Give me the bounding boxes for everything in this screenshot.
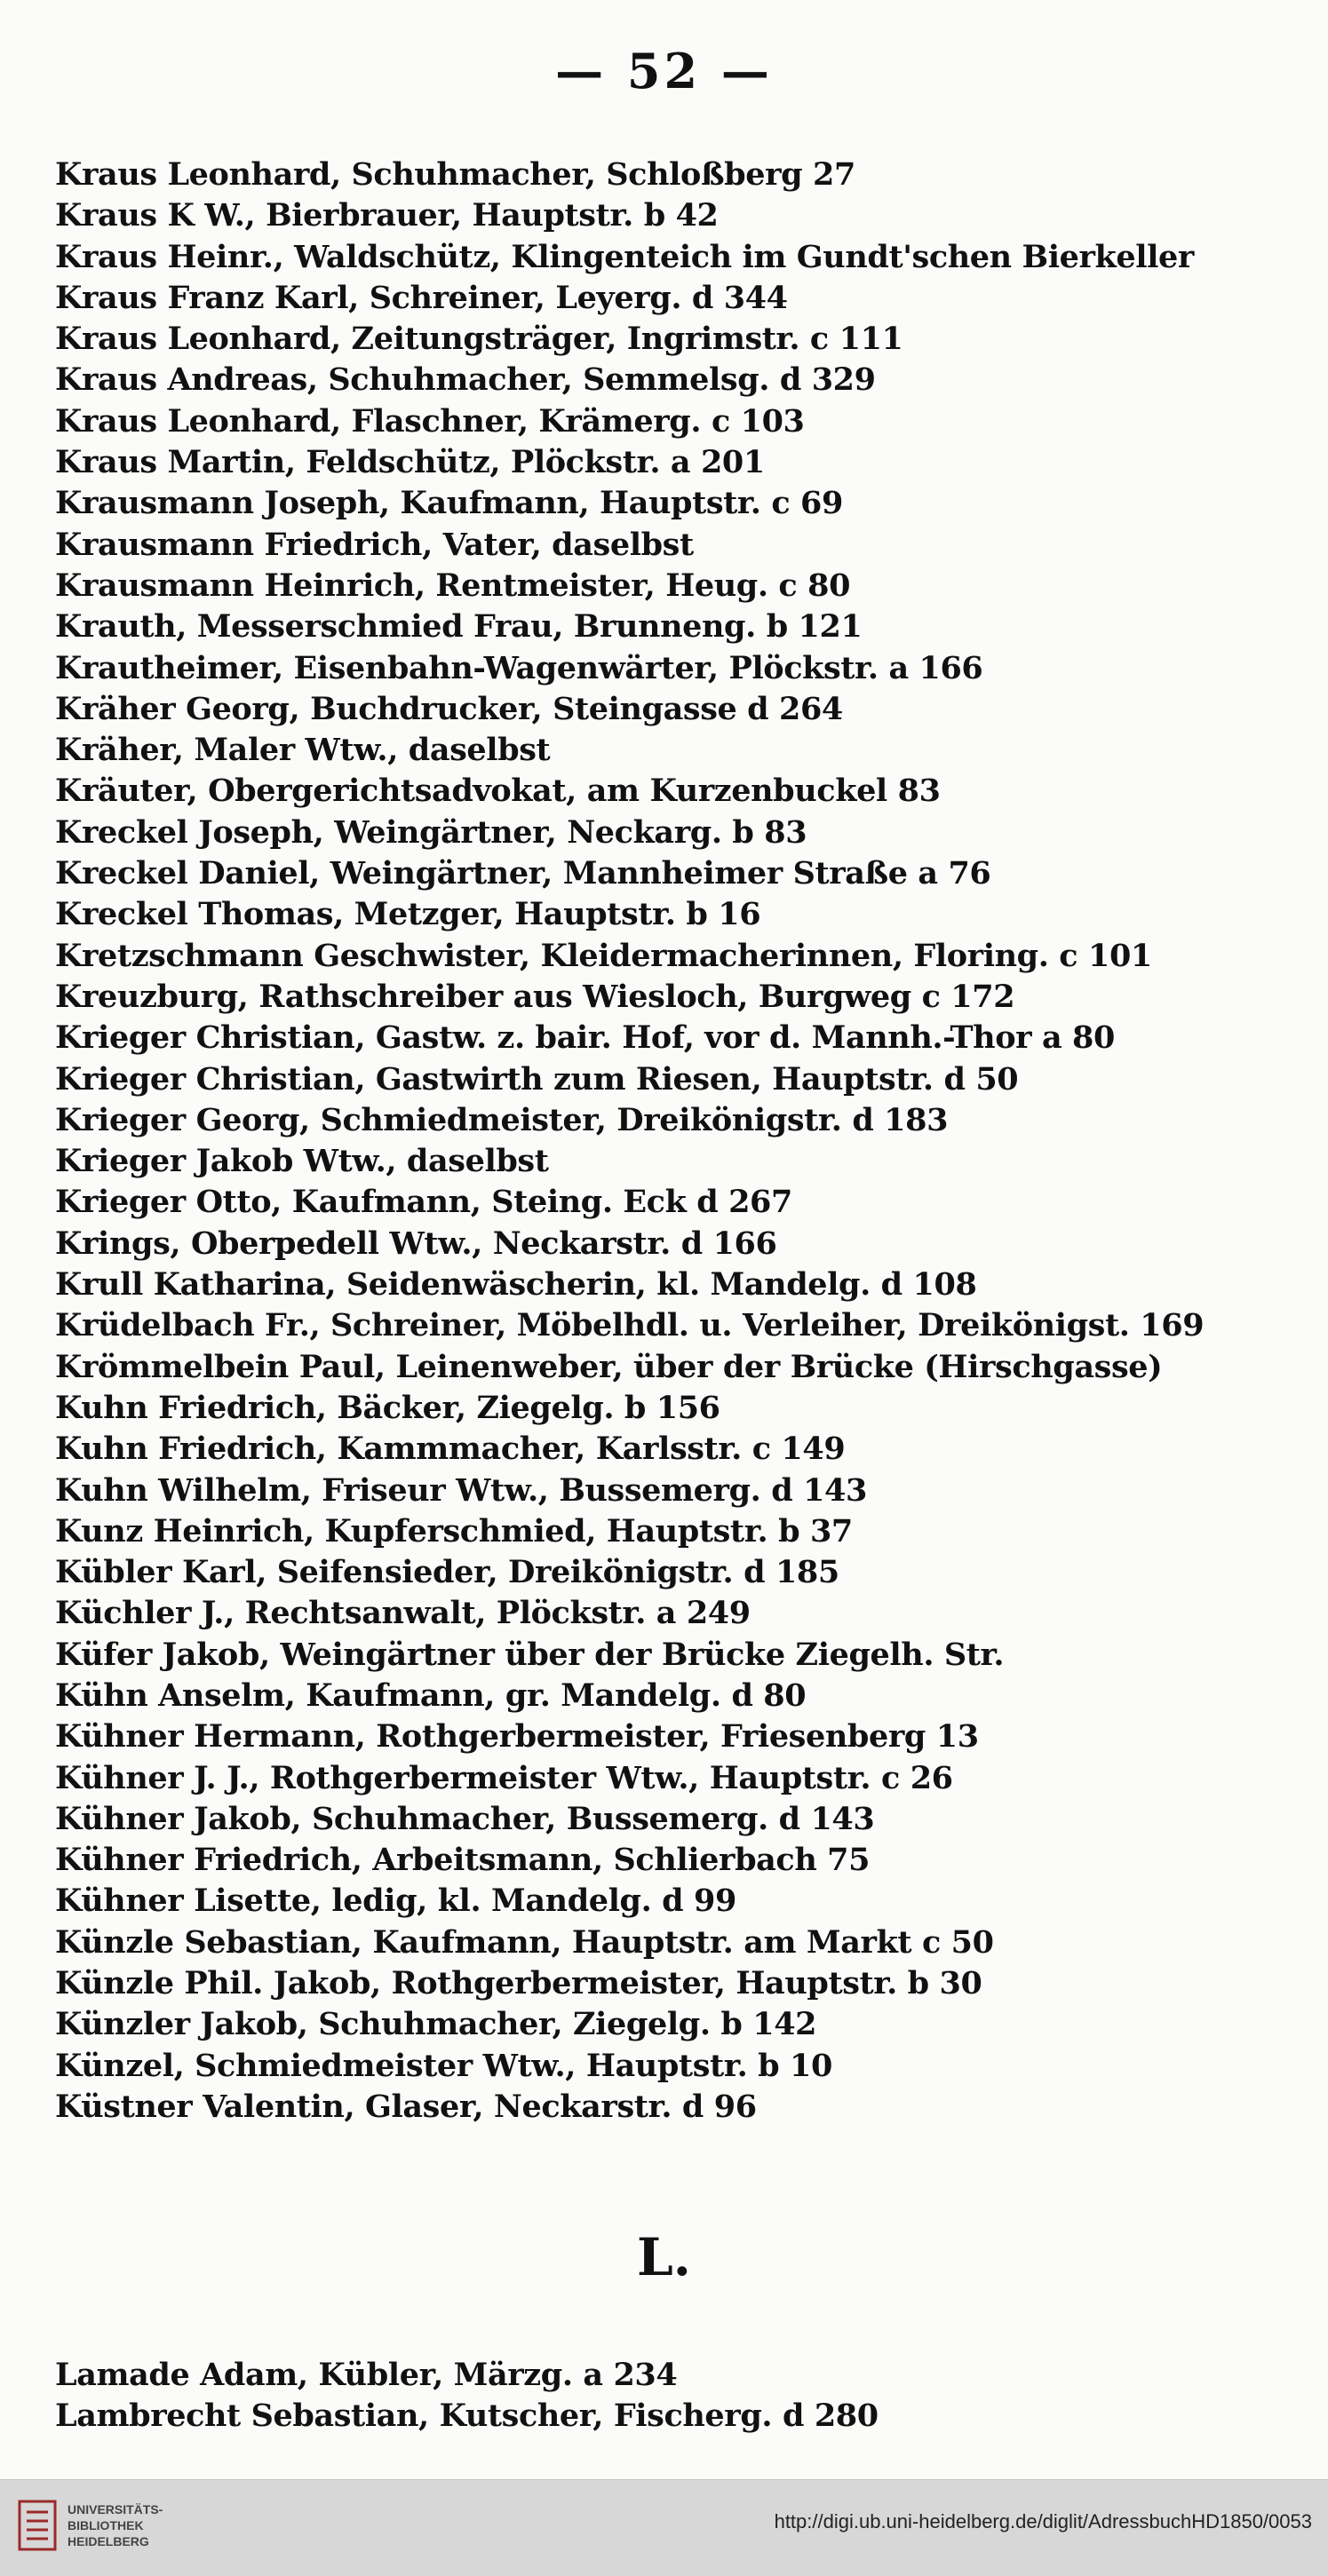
directory-entry: Küfer Jakob, Weingärtner über der Brücke Ziegelh. Str. <box>55 1636 1005 1673</box>
page-number: — 52 — <box>555 43 773 99</box>
directory-entry: Krausmann Joseph, Kaufmann, Hauptstr. c 69 <box>55 485 843 522</box>
entries-k-list <box>55 155 1299 2128</box>
directory-entry: Kreckel Daniel, Weingärtner, Mannheimer Straße a 76 <box>55 855 991 892</box>
directory-entry: Künzel, Schmiedmeister Wtw., Hauptstr. b 10 <box>55 2047 832 2084</box>
library-name-line-2: BIBLIOTHEK <box>68 2518 144 2532</box>
directory-entry: Krautheimer, Eisenbahn-Wagenwärter, Plöckstr. a 166 <box>55 649 983 686</box>
directory-entry: Kräuter, Obergerichtsadvokat, am Kurzenbuckel 83 <box>55 773 941 810</box>
directory-entry: Kühner Jakob, Schuhmacher, Bussemerg. d 143 <box>55 1800 875 1837</box>
directory-entry: Kraus Leonhard, Schuhmacher, Schloßberg 27 <box>55 156 855 193</box>
directory-entry: Kretzschmann Geschwister, Kleidermacherinnen, Floring. c 101 <box>55 937 1152 974</box>
directory-entry: Kreuzburg, Rathschreiber aus Wiesloch, Burgweg c 172 <box>55 978 1015 1015</box>
directory-entry: Krausmann Friedrich, Vater, daselbst <box>55 526 694 563</box>
directory-entry: Kreckel Joseph, Weingärtner, Neckarg. b 83 <box>55 813 807 851</box>
directory-entry: Kübler Karl, Seifensieder, Dreikönigstr. d 185 <box>55 1554 839 1591</box>
directory-entry: Kraus Martin, Feldschütz, Plöckstr. a 201 <box>55 444 765 481</box>
directory-entry: Krieger Georg, Schmiedmeister, Dreikönigstr. d 183 <box>55 1101 949 1138</box>
directory-entry: Kraus Leonhard, Zeitungsträger, Ingrimstr. c 111 <box>55 321 903 358</box>
library-name <box>68 2501 163 2549</box>
directory-entry: Kühner Hermann, Rothgerbermeister, Friesenberg 13 <box>55 1718 979 1756</box>
directory-entry: Kuhn Friedrich, Kammmacher, Karlsstr. c 149 <box>55 1431 846 1468</box>
directory-entry: Krauth, Messerschmied Frau, Brunneng. b 121 <box>55 608 863 646</box>
directory-entry: Krieger Christian, Gastwirth zum Riesen, Hauptstr. d 50 <box>55 1060 1019 1098</box>
directory-entry: Kreckel Thomas, Metzger, Hauptstr. b 16 <box>55 896 761 933</box>
directory-entry: Kraus Leonhard, Flaschner, Krämerg. c 103 <box>55 402 805 440</box>
directory-entry: Kraus Andreas, Schuhmacher, Semmelsg. d 329 <box>55 361 876 399</box>
directory-entry: Kraus K W., Bierbrauer, Hauptstr. b 42 <box>55 197 719 234</box>
directory-entry: Kühner J. J., Rothgerbermeister Wtw., Hauptstr. c 26 <box>55 1759 953 1796</box>
directory-entry: Kunz Heinrich, Kupferschmied, Hauptstr. b 37 <box>55 1512 853 1550</box>
directory-entry: Kühner Friedrich, Arbeitsmann, Schlierbach 75 <box>55 1842 871 1879</box>
directory-entry: Kräher Georg, Buchdrucker, Steingasse d 264 <box>55 690 843 727</box>
directory-entry: Küstner Valentin, Glaser, Neckarstr. d 96 <box>55 2088 757 2125</box>
permalink-url[interactable]: http://digi.ub.uni-heidelberg.de/diglit/AdressbuchHD1850/0053 <box>774 2510 1312 2532</box>
directory-entry: Kräher, Maler Wtw., daselbst <box>55 732 551 769</box>
directory-entry: Küchler J., Rechtsanwalt, Plöckstr. a 249 <box>55 1595 751 1632</box>
directory-entry: Künzle Sebastian, Kaufmann, Hauptstr. am Markt c 50 <box>55 1923 994 1961</box>
entries-l-list <box>55 2355 1299 2437</box>
directory-entry: Krull Katharina, Seidenwäscherin, kl. Mandelg. d 108 <box>55 1266 977 1304</box>
directory-entry: Lambrecht Sebastian, Kutscher, Fischerg. d 280 <box>55 2398 879 2435</box>
directory-entry: Kuhn Wilhelm, Friseur Wtw., Bussemerg. d 143 <box>55 1471 867 1509</box>
directory-entry: Kraus Heinr., Waldschütz, Klingenteich im Gundt'schen Bierkeller <box>55 238 1194 275</box>
directory-entry: Kühner Lisette, ledig, kl. Mandelg. d 99 <box>55 1882 736 1920</box>
section-heading-l: L. <box>637 2227 691 2287</box>
directory-entry: Krings, Oberpedell Wtw., Neckarstr. d 166 <box>55 1225 777 1262</box>
university-library-logo-icon <box>18 2500 57 2551</box>
directory-entry: Krieger Jakob Wtw., daselbst <box>55 1143 549 1180</box>
library-name-line-3: HEIDELBERG <box>68 2534 149 2548</box>
directory-entry: Krömmelbein Paul, Leinenweber, über der Brücke (Hirschgasse) <box>55 1348 1163 1385</box>
directory-entry: Krieger Christian, Gastw. z. bair. Hof, vor d. Mannh.-Thor a 80 <box>55 1019 1115 1057</box>
directory-entry: Krausmann Heinrich, Rentmeister, Heug. c 80 <box>55 567 851 604</box>
directory-entry: Künzler Jakob, Schuhmacher, Ziegelg. b 142 <box>55 2006 817 2043</box>
footer-bar <box>0 2479 1328 2576</box>
directory-entry: Kühn Anselm, Kaufmann, gr. Mandelg. d 80 <box>55 1676 807 1714</box>
directory-entry: Kraus Franz Karl, Schreiner, Leyerg. d 344 <box>55 279 788 316</box>
directory-entry: Künzle Phil. Jakob, Rothgerbermeister, Hauptstr. b 30 <box>55 1965 982 2002</box>
directory-entry: Lamade Adam, Kübler, Märzg. a 234 <box>55 2357 678 2393</box>
directory-entry: Krieger Otto, Kaufmann, Steing. Eck d 267 <box>55 1184 792 1221</box>
directory-entry: Krüdelbach Fr., Schreiner, Möbelhdl. u. Verleiher, Dreikönigst. 169 <box>55 1307 1205 1344</box>
directory-entry: Kuhn Friedrich, Bäcker, Ziegelg. b 156 <box>55 1389 720 1426</box>
library-name-line-1: UNIVERSITÄTS- <box>68 2502 163 2517</box>
